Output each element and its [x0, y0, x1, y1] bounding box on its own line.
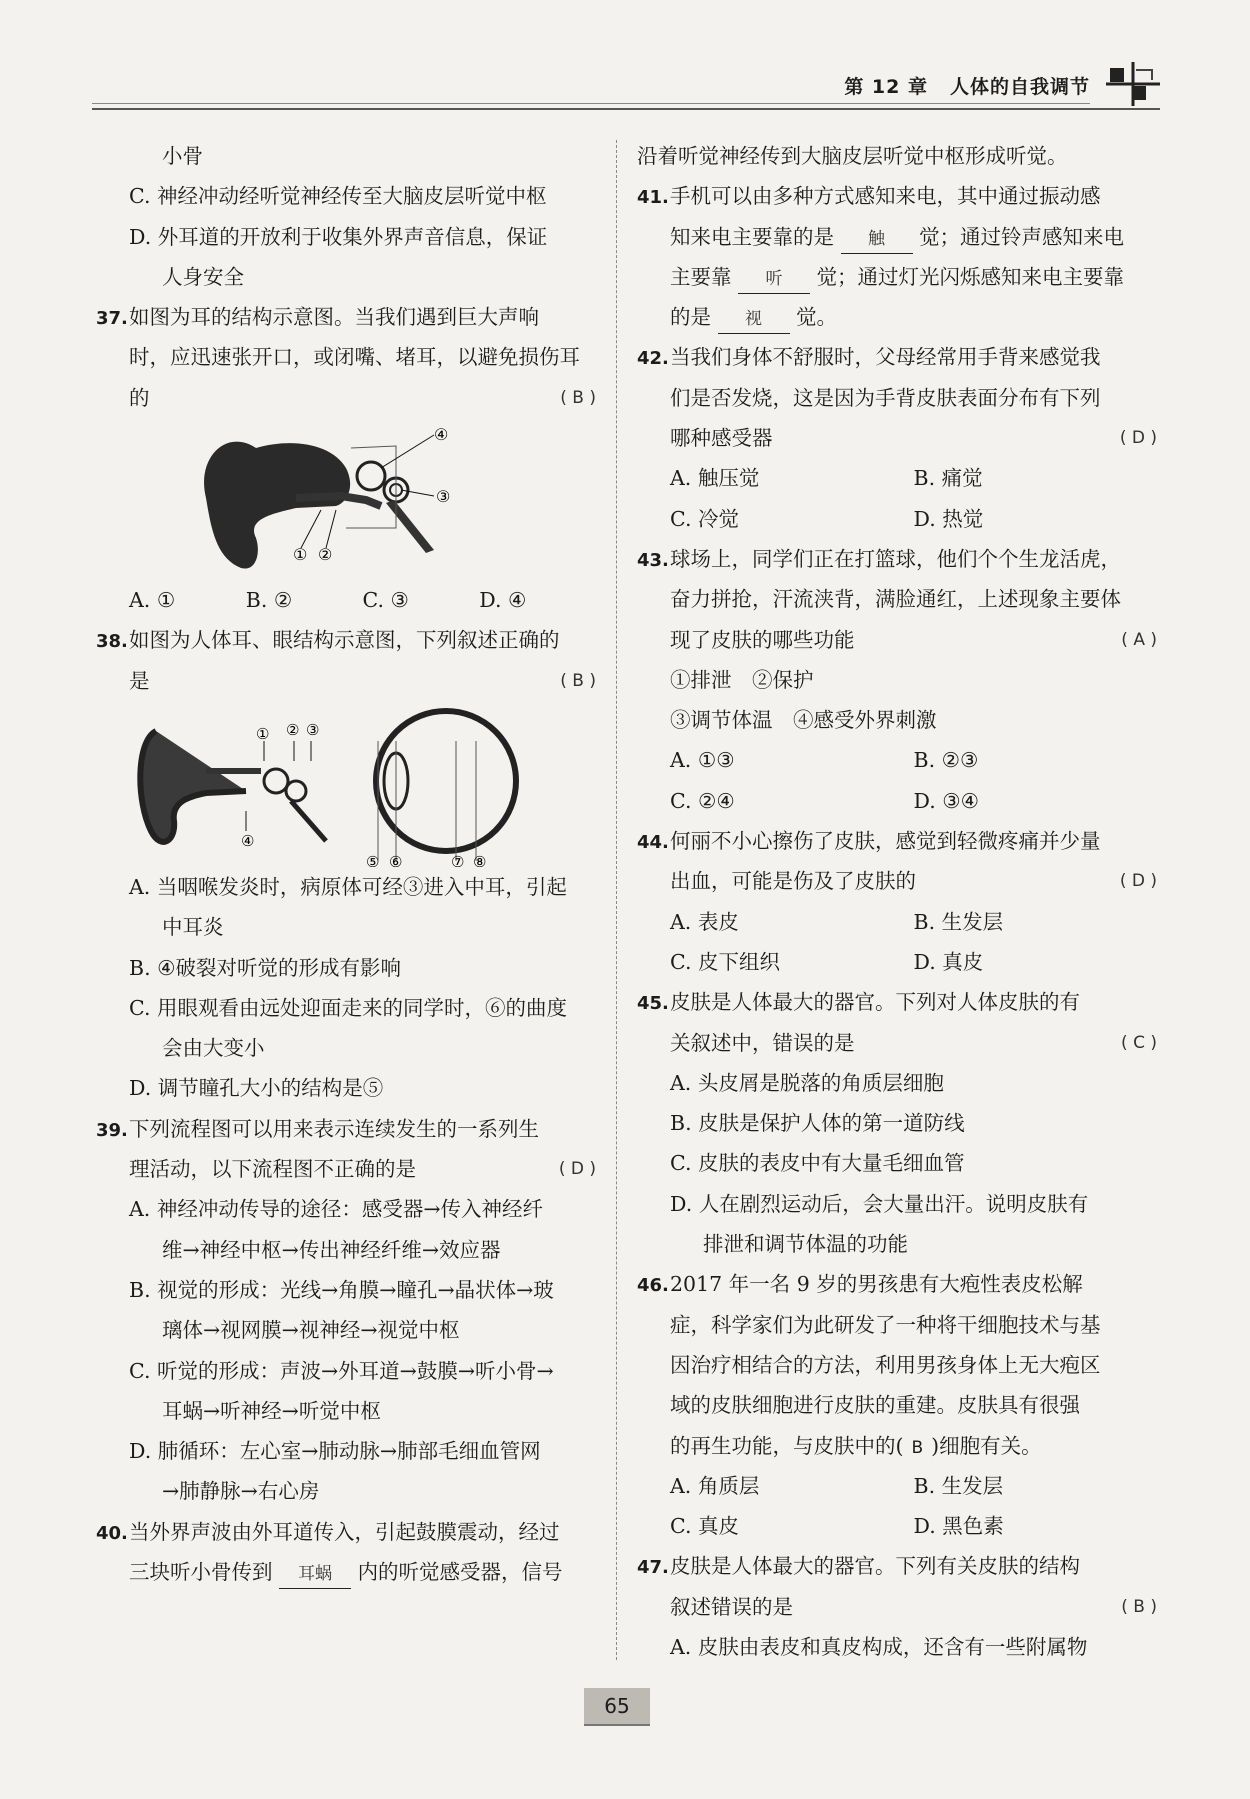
q41-text3b: 觉；通过灯光闪烁感知来电主要靠	[816, 264, 1125, 289]
ear-eye-label-3: ③	[306, 720, 320, 739]
q46-line4: 域的皮肤细胞进行皮肤的重建。皮肤具有很强	[670, 1393, 1080, 1418]
q43-options-ab	[637, 740, 1157, 780]
q45-answer: ( C )	[1121, 1032, 1157, 1053]
q46-line5	[637, 1426, 1157, 1466]
ear-label-4: ④	[434, 425, 449, 445]
q41-text4b: 觉。	[796, 305, 838, 330]
ear-label-2: ②	[318, 545, 333, 565]
q39-line2	[96, 1149, 596, 1189]
q42-option-d: D. 热觉	[913, 506, 984, 531]
q39-option-c-cont: 耳蜗→听神经→听觉中枢	[162, 1398, 381, 1423]
q45-option-d: D. 人在剧烈运动后，会大量出汗。说明皮肤有	[670, 1191, 1089, 1216]
left-column	[96, 136, 596, 1592]
page-header	[92, 60, 1160, 110]
q39-text2: 理活动，以下流程图不正确的是	[129, 1157, 416, 1182]
q47-text1: 皮肤是人体最大的器官。下列有关皮肤的结构	[670, 1554, 1080, 1579]
q38-text2: 是	[129, 668, 150, 693]
q41-line1	[637, 176, 1157, 216]
q47-line2	[637, 1587, 1157, 1627]
q39-text1: 下列流程图可以用来表示连续发生的一系列生	[129, 1116, 539, 1141]
chapter-number: 第 12 章	[844, 76, 928, 98]
q42-line1	[637, 337, 1157, 377]
q44-options-cd	[637, 942, 1157, 982]
q45-option-c: C. 皮肤的表皮中有大量毛细血管	[670, 1151, 965, 1176]
q43-answer: ( A )	[1121, 629, 1157, 650]
q38-answer: ( B )	[560, 670, 596, 691]
q44-text1: 何丽不小心擦伤了皮肤，感觉到轻微疼痛并少量	[670, 829, 1101, 854]
right-column	[637, 136, 1157, 1667]
q41-text2a: 知来电主要靠的是	[670, 224, 834, 249]
q40-text2b: 内的听觉感受器，信号	[357, 1560, 563, 1585]
header-rule	[92, 103, 1090, 104]
ear-diagram	[96, 418, 596, 580]
q46-line3: 因治疗相结合的方法，利用男孩身体上无大疱区	[670, 1352, 1101, 1377]
q43-option-b: B. ②③	[913, 748, 979, 773]
q39-option-c: C. 听觉的形成：声波→外耳道→鼓膜→听小骨→	[129, 1358, 554, 1383]
q47-answer: ( B )	[1121, 1596, 1157, 1617]
q41-blank-3: 视	[718, 305, 790, 334]
q38-option-c: C. 用眼观看由远处迎面走来的同学时，⑥的曲度	[129, 995, 567, 1020]
q38-line2	[96, 661, 596, 701]
q46-option-a: A. 角质层	[670, 1473, 760, 1498]
q44-options-ab	[637, 902, 1157, 942]
q43-item-1: ①排泄 ②保护	[670, 667, 814, 692]
q40-text2a: 三块听小骨传到	[129, 1560, 273, 1585]
q38-option-d: D. 调节瞳孔大小的结构是⑤	[129, 1076, 384, 1101]
q42-answer: ( D )	[1119, 428, 1157, 449]
q43-line3	[637, 620, 1157, 660]
q38-option-c-cont: 会由大变小	[162, 1036, 265, 1061]
q38-text1: 如图为人体耳、眼结构示意图，下列叙述正确的	[129, 628, 560, 653]
q42-option-c: C. 冷觉	[670, 506, 739, 531]
q44-option-c: C. 皮下组织	[670, 949, 780, 974]
q36-option-c: C. 神经冲动经听觉神经传至大脑皮层听觉中枢	[129, 184, 547, 209]
q43-option-c: C. ②④	[670, 788, 735, 813]
eye-label-6: ⑥	[389, 852, 403, 867]
q41-line4	[637, 297, 1157, 337]
ear-eye-label-2: ②	[286, 720, 300, 739]
q36-cont-line: 小骨	[162, 144, 203, 168]
q39-option-a: A. 神经冲动传导的途径：感受器→传入神经纤	[129, 1197, 544, 1222]
q37-line1	[96, 297, 596, 337]
page-number: 65	[584, 1688, 650, 1726]
q40-line1	[96, 1512, 596, 1552]
q37-answer: ( B )	[560, 387, 596, 408]
q40-line2	[96, 1552, 596, 1592]
q46-options-ab	[637, 1466, 1157, 1506]
q46-number: 46.	[637, 1275, 669, 1297]
q43-number: 43.	[637, 549, 669, 571]
q43-text1: 球场上，同学们正在打篮球，他们个个生龙活虎，	[670, 546, 1121, 571]
q38-option-a-cont: 中耳炎	[162, 915, 224, 940]
q41-line3	[637, 257, 1157, 297]
q39-option-b: B. 视觉的形成：光线→角膜→瞳孔→晶状体→玻	[129, 1277, 554, 1302]
q38-option-a: A. 当咽喉发炎时，病原体可经③进入中耳，引起	[129, 874, 567, 899]
q38-number: 38.	[96, 631, 128, 653]
q37-option-d: D. ④	[479, 588, 527, 613]
q45-option-d-cont: 排泄和调节体温的功能	[703, 1232, 908, 1257]
q46-text5a: 的再生功能，与皮肤中的(	[670, 1433, 904, 1458]
q46-option-c: C. 真皮	[670, 1514, 739, 1539]
ear-structure-figure	[96, 418, 596, 580]
q43-options-cd	[637, 781, 1157, 821]
q43-item-2: ③调节体温 ④感受外界刺激	[670, 708, 937, 733]
q46-option-d: D. 黑色素	[913, 1514, 1004, 1539]
q42-text1: 当我们身体不舒服时，父母经常用手背来感觉我	[670, 345, 1101, 370]
eye-label-5: ⑤	[366, 852, 380, 867]
q44-text2: 出血，可能是伤及了皮肤的	[670, 869, 916, 894]
q45-number: 45.	[637, 993, 669, 1015]
chapter-title	[844, 72, 1090, 99]
q37-line3	[96, 378, 596, 418]
q42-number: 42.	[637, 348, 669, 370]
q43-line2: 奋力拼抢，汗流浃背，满脸通红，上述现象主要体	[670, 587, 1121, 612]
q37-text3: 的	[129, 385, 150, 410]
q45-line1	[637, 982, 1157, 1022]
q44-line2	[637, 861, 1157, 901]
q47-number: 47.	[637, 1557, 669, 1579]
q37-number: 37.	[96, 308, 128, 330]
q37-option-b: B. ②	[245, 588, 293, 613]
q45-option-a: A. 头皮屑是脱落的角质层细胞	[670, 1070, 944, 1095]
q45-line2	[637, 1023, 1157, 1063]
q41-line2	[637, 217, 1157, 257]
q46-option-b: B. 生发层	[913, 1473, 1004, 1498]
ear-eye-figure	[96, 701, 596, 867]
q37-option-a: A. ①	[129, 588, 176, 613]
q40-number: 40.	[96, 1522, 128, 1544]
q47-option-a: A. 皮肤由表皮和真皮构成，还含有一些附属物	[670, 1634, 1088, 1659]
q37-option-c: C. ③	[362, 588, 409, 613]
q47-line1	[637, 1546, 1157, 1586]
q37-text1: 如图为耳的结构示意图。当我们遇到巨大声响	[129, 305, 539, 330]
q36-option-d: D. 外耳道的开放利于收集外界声音信息，保证	[129, 224, 548, 249]
q42-options-ab	[637, 458, 1157, 498]
q42-options-cd	[637, 499, 1157, 539]
q42-line3	[637, 418, 1157, 458]
q41-text3a: 主要靠	[670, 264, 732, 289]
q41-text4a: 的是	[670, 305, 711, 330]
q41-blank-1: 触	[841, 225, 913, 254]
q38-option-b: B. ④破裂对听觉的形成有影响	[129, 955, 401, 980]
q40-text1: 当外界声波由外耳道传入，引起鼓膜震动，经过	[129, 1519, 560, 1544]
q39-number: 39.	[96, 1119, 128, 1141]
q43-line1	[637, 539, 1157, 579]
q44-number: 44.	[637, 832, 669, 854]
q42-text3: 哪种感受器	[670, 426, 773, 451]
q41-blank-2: 听	[738, 265, 810, 294]
q44-answer: ( D )	[1119, 871, 1157, 892]
q43-option-a: A. ①③	[670, 748, 735, 773]
q41-text2b: 觉；通过铃声感知来电	[919, 224, 1125, 249]
q46-line2: 症，科学家们为此研发了一种将干细胞技术与基	[670, 1312, 1101, 1337]
q39-line1	[96, 1109, 596, 1149]
q46-line1	[637, 1264, 1157, 1304]
q46-text5b: )细胞有关。	[931, 1433, 1042, 1458]
chapter-name: 人体的自我调节	[949, 76, 1090, 98]
q46-answer: B	[911, 1437, 924, 1458]
q42-option-b: B. 痛觉	[913, 466, 983, 491]
ear-label-3: ③	[436, 487, 451, 507]
ear-eye-label-4: ④	[241, 831, 255, 850]
q47-text2: 叙述错误的是	[670, 1594, 793, 1619]
q44-option-d: D. 真皮	[913, 949, 984, 974]
q43-text3: 现了皮肤的哪些功能	[670, 627, 855, 652]
q43-option-d: D. ③④	[913, 788, 979, 813]
column-divider	[616, 140, 617, 1660]
q40-blank: 耳蜗	[279, 1560, 351, 1589]
q44-option-a: A. 表皮	[670, 909, 739, 934]
q39-option-a-cont: 维→神经中枢→传出神经纤维→效应器	[162, 1237, 501, 1262]
q42-option-a: A. 触压觉	[670, 466, 760, 491]
q42-line2: 们是否发烧，这是因为手背皮肤表面分布有下列	[670, 385, 1101, 410]
q45-option-b: B. 皮肤是保护人体的第一道防线	[670, 1111, 965, 1136]
q41-text1: 手机可以由多种方式感知来电，其中通过振动感	[670, 184, 1101, 209]
eye-label-7: ⑦	[451, 852, 465, 867]
q46-text1: 2017 年一名 9 岁的男孩患有大疱性表皮松解	[670, 1272, 1083, 1297]
q39-option-b-cont: 璃体→视网膜→视神经→视觉中枢	[162, 1318, 460, 1343]
ear-label-1: ①	[293, 545, 308, 565]
q45-text2: 关叙述中，错误的是	[670, 1030, 855, 1055]
q37-options	[96, 580, 596, 620]
q44-option-b: B. 生发层	[913, 909, 1004, 934]
q40-cont: 沿着听觉神经传到大脑皮层听觉中枢形成听觉。	[637, 144, 1068, 168]
chapter-logo-icon	[1106, 62, 1160, 106]
q45-text1: 皮肤是人体最大的器官。下列对人体皮肤的有	[670, 990, 1080, 1015]
ear-eye-diagram	[96, 701, 596, 867]
q46-options-cd	[637, 1506, 1157, 1546]
q41-number: 41.	[637, 187, 669, 209]
ear-eye-label-1: ①	[256, 724, 270, 743]
q39-option-d: D. 肺循环：左心室→肺动脉→肺部毛细血管网	[129, 1439, 541, 1464]
eye-label-8: ⑧	[473, 852, 487, 867]
q37-line2: 时，应迅速张开口，或闭嘴、堵耳，以避免损伤耳	[129, 345, 580, 370]
q38-line1	[96, 620, 596, 660]
q36-option-d-cont: 人身安全	[162, 264, 244, 289]
q39-answer: ( D )	[558, 1159, 596, 1180]
q39-option-d-cont: →肺静脉→右心房	[162, 1479, 320, 1504]
q44-line1	[637, 821, 1157, 861]
